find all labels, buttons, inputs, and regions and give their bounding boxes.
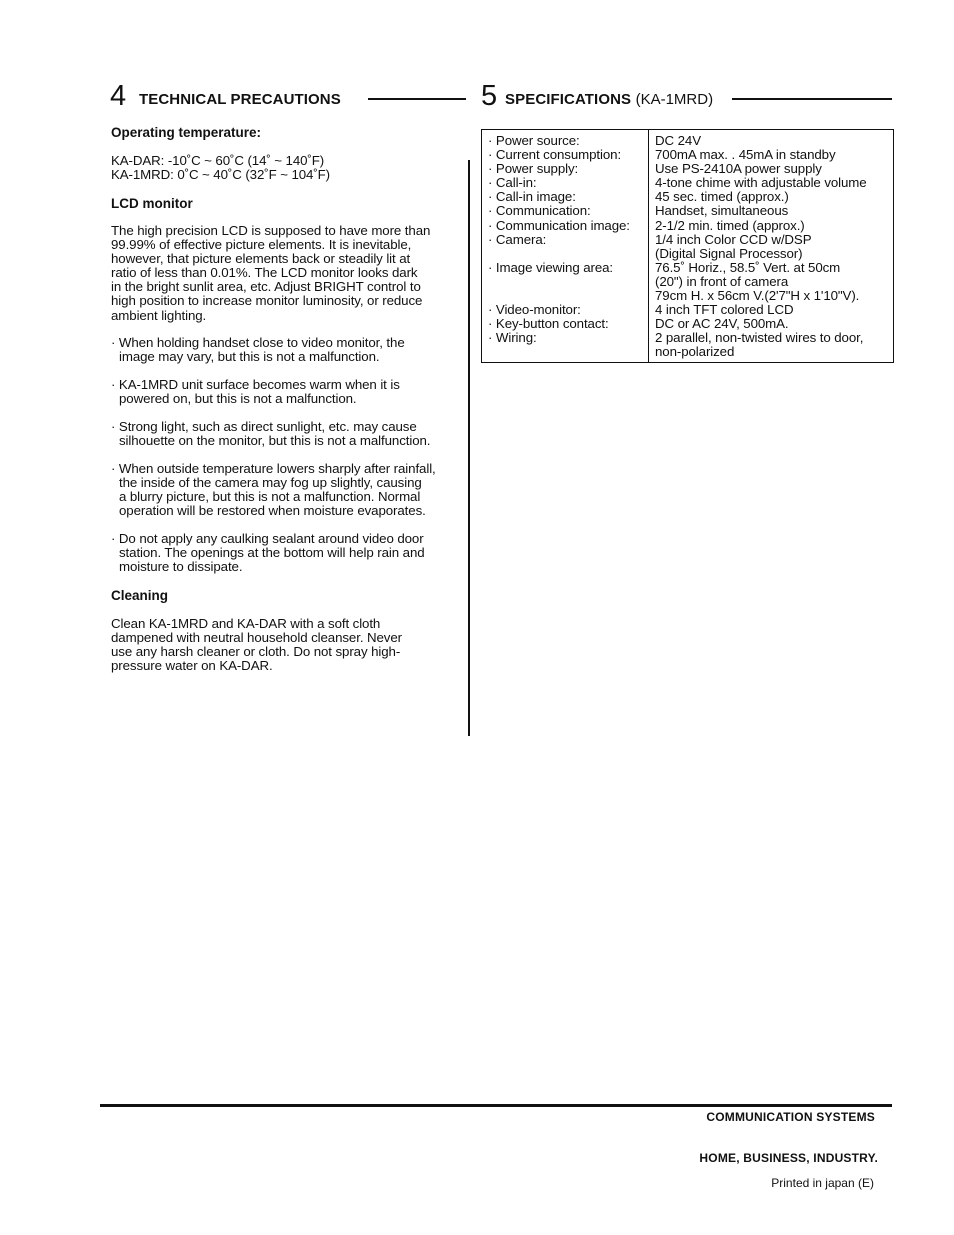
spec-value: DC or AC 24V, 500mA.	[655, 316, 789, 332]
spec-value: 2 parallel, non-twisted wires to door, non-polarized	[655, 330, 864, 360]
cleaning-paragraph	[111, 617, 466, 673]
cleaning-heading: Cleaning	[111, 588, 169, 603]
section-4-title: TECHNICAL PRECAUTIONS	[139, 91, 341, 108]
spec-row	[482, 204, 894, 218]
section-5-title: SPECIFICATIONS	[505, 91, 632, 108]
text-line: 99.99% of effective picture elements. It is inevitable,	[111, 237, 412, 253]
op-temp-line: KA-DAR: -10˚C ~ 60˚C (14˚ ~ 140˚F)	[111, 153, 325, 168]
precaution-bullet	[111, 462, 476, 518]
text-line: high position to increase monitor luminosity, or reduce	[111, 293, 423, 309]
spec-value: DC 24V	[655, 133, 701, 148]
section-4-header-rule	[368, 98, 466, 100]
spec-row	[482, 303, 894, 317]
text-line: a blurry picture, but this is not a malfunction. Normal	[119, 489, 421, 505]
section-5-header-rule	[732, 98, 892, 100]
spec-value: 45 sec. timed (approx.)	[655, 189, 789, 205]
text-line: · Do not apply any caulking sealant around video door	[111, 531, 424, 546]
spec-key: · Key-button contact:	[482, 317, 649, 331]
text-line: pressure water on KA-DAR.	[111, 658, 273, 674]
text-line: moisture to dissipate.	[119, 559, 243, 575]
text-line: the inside of the camera may fog up slightly, causing	[119, 475, 422, 491]
text-line: Clean KA-1MRD and KA-DAR with a soft cloth	[111, 616, 381, 631]
spec-row	[482, 261, 894, 303]
spec-key: · Current consumption:	[482, 148, 649, 162]
footer-tagline: HOME, BUSINESS, INDUSTRY.	[699, 1151, 878, 1165]
spec-key: · Wiring:	[482, 331, 649, 362]
spec-key: · Communication image:	[482, 219, 649, 233]
spec-value: 76.5˚ Horiz., 58.5˚ Vert. at 50cm (20") in front of camera 79cm H. x 56cm V.(2'7"H x 1'10"V).	[655, 259, 860, 304]
spec-key: · Call-in image:	[482, 190, 649, 204]
text-line: station. The openings at the bottom will help rain and	[119, 545, 425, 561]
spec-row	[482, 233, 894, 261]
lcd-monitor-heading: LCD monitor	[111, 196, 193, 211]
text-line: · KA-1MRD unit surface becomes warm when it is	[111, 377, 400, 392]
text-line: The high precision LCD is supposed to have more than	[111, 223, 431, 238]
spec-row	[482, 317, 894, 331]
section-5-model: (KA-1MRD)	[635, 91, 714, 108]
spec-value: 700mA max. . 45mA in standby	[655, 147, 836, 163]
text-line: however, that picture elements back or steadily lit at	[111, 251, 411, 267]
spec-key: · Power supply:	[482, 162, 649, 176]
spec-row	[482, 219, 894, 233]
spec-key: · Call-in:	[482, 176, 649, 190]
lcd-monitor-paragraph	[111, 224, 466, 323]
spec-row	[482, 148, 894, 162]
precaution-bullet	[111, 378, 474, 406]
spec-key: · Camera:	[482, 233, 649, 261]
spec-value: 4-tone chime with adjustable volume	[655, 175, 867, 191]
spec-row	[482, 176, 894, 190]
precaution-bullet	[111, 532, 474, 574]
spec-value: 2-1/2 min. timed (approx.)	[655, 217, 805, 233]
text-line: dampened with neutral household cleanser. Never	[111, 630, 402, 646]
spec-value: 4 inch TFT colored LCD	[655, 302, 794, 318]
spec-row	[482, 331, 894, 362]
operating-temperature-heading: Operating temperature:	[111, 125, 262, 140]
footer-company-line: COMMUNICATION SYSTEMS	[706, 1110, 875, 1124]
spec-value: Handset, simultaneous	[655, 203, 789, 219]
section-5-heading	[505, 91, 713, 109]
text-line: use any harsh cleaner or cloth. Do not spray high-	[111, 644, 401, 660]
precaution-bullet	[111, 420, 474, 448]
spec-key: · Communication:	[482, 204, 649, 218]
spec-key: · Video-monitor:	[482, 303, 649, 317]
footer-printed-note: Printed in japan (E)	[771, 1176, 874, 1190]
text-line: · When outside temperature lowers sharply after rainfall,	[111, 461, 436, 476]
footer-rule	[100, 1104, 892, 1107]
text-line: ambient lighting.	[111, 307, 207, 323]
text-line: image may vary, but this is not a malfunction.	[119, 349, 380, 365]
operating-temperature-text	[111, 154, 461, 182]
text-line: powered on, but this is not a malfunction.	[119, 391, 357, 407]
spec-value: Use PS-2410A power supply	[655, 161, 822, 177]
section-5-number: 5	[481, 80, 498, 112]
spec-row	[482, 130, 894, 149]
text-line: · Strong light, such as direct sunlight, etc. may cause	[111, 419, 417, 434]
op-temp-line: KA-1MRD: 0˚C ~ 40˚C (32˚F ~ 104˚F)	[111, 167, 331, 183]
spec-row	[482, 162, 894, 176]
text-line: · When holding handset close to video monitor, the	[111, 335, 405, 350]
spec-key: · Image viewing area:	[482, 261, 649, 303]
precaution-bullet	[111, 336, 474, 364]
text-line: operation will be restored when moisture evaporates.	[119, 503, 426, 519]
text-line: silhouette on the monitor, but this is not a malfunction.	[119, 433, 431, 449]
spec-row	[482, 190, 894, 204]
text-line: in the bright sunlit area, etc. Adjust BRIGHT control to	[111, 279, 421, 295]
section-4-number: 4	[110, 80, 127, 112]
specifications-table	[481, 129, 894, 363]
text-line: ratio of less than 0.01%. The LCD monitor looks dark	[111, 265, 418, 281]
spec-value: 1/4 inch Color CCD w/DSP (Digital Signal Processor)	[655, 231, 812, 261]
spec-key: · Power source:	[482, 130, 649, 149]
